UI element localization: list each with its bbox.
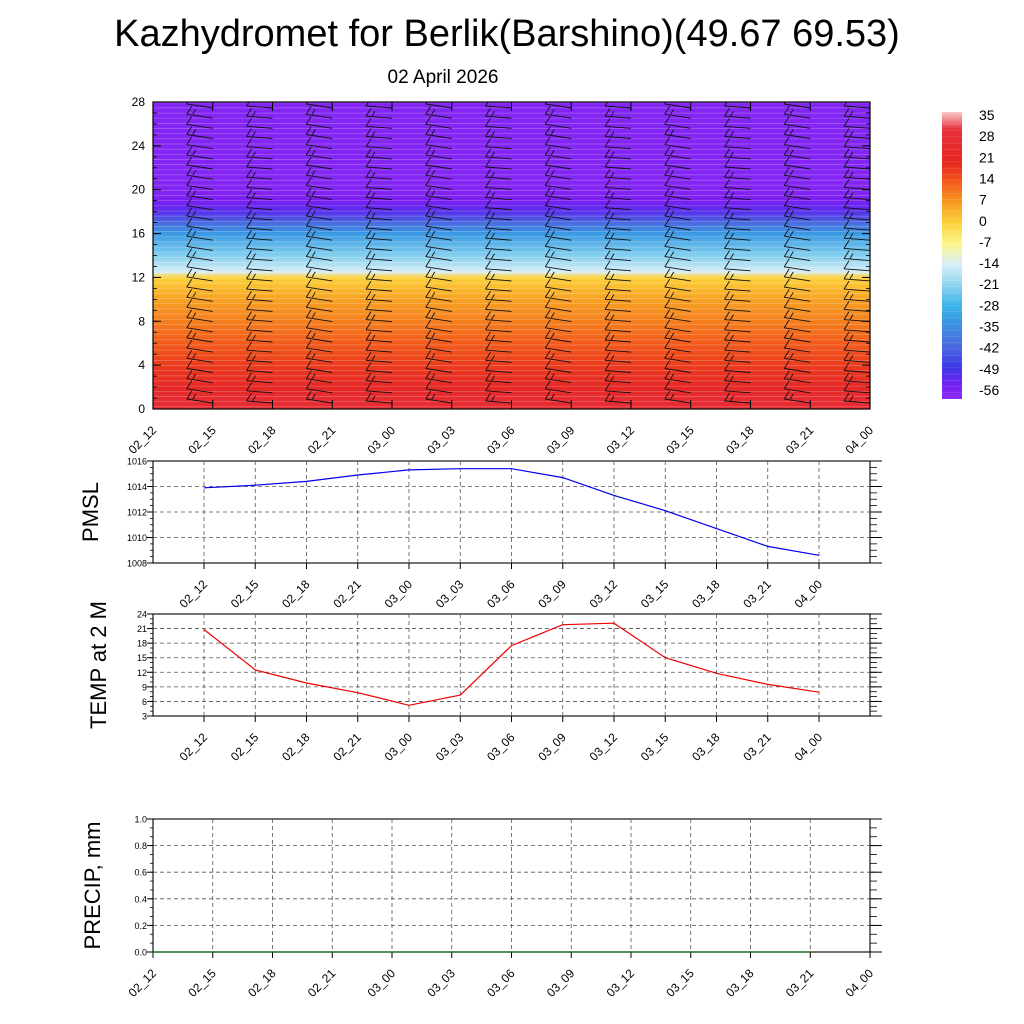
x-tick-label: 03_03 bbox=[424, 423, 458, 457]
wind-barb-flag bbox=[127, 393, 132, 401]
x-tick-label: 03_00 bbox=[381, 730, 416, 764]
contour-line bbox=[153, 360, 870, 361]
y-tick-label: 12 bbox=[131, 270, 145, 285]
contour-line bbox=[153, 257, 870, 258]
wind-barb-flag bbox=[127, 240, 132, 248]
colorbar-label: 0 bbox=[979, 212, 987, 229]
wind-barb-flag bbox=[133, 213, 136, 218]
colorbar bbox=[942, 107, 999, 399]
wind-barb bbox=[127, 251, 153, 261]
x-tick-label: 02_18 bbox=[279, 577, 313, 611]
x-tick-label: 02_15 bbox=[185, 423, 219, 457]
x-tick-label: 03_15 bbox=[637, 577, 672, 611]
x-tick-label: 03_18 bbox=[689, 577, 723, 611]
x-tick-label: 03_09 bbox=[535, 730, 569, 764]
y-tick-label: 0.6 bbox=[134, 867, 147, 878]
contour-line bbox=[153, 200, 870, 201]
contour-line bbox=[153, 329, 870, 330]
wind-barb-flag bbox=[127, 210, 132, 218]
y-tick-label: 21 bbox=[136, 624, 147, 635]
wind-barb bbox=[127, 342, 153, 352]
wind-barb-shaft bbox=[127, 391, 153, 393]
x-tick-label: 03_09 bbox=[543, 966, 578, 1000]
x-tick-label: 03_15 bbox=[663, 966, 697, 1000]
contour-line bbox=[153, 324, 870, 325]
wind-barb-flag bbox=[133, 315, 136, 320]
wind-barb-shaft bbox=[127, 198, 153, 200]
y-tick-label: 24 bbox=[136, 609, 147, 620]
x-tick-label: 03_15 bbox=[637, 730, 672, 764]
wind-barb-flag bbox=[133, 254, 136, 259]
wind-barb-flag bbox=[127, 129, 132, 137]
contour-line bbox=[153, 252, 870, 253]
wind-barb bbox=[127, 108, 153, 118]
wind-barb-shaft bbox=[127, 167, 153, 169]
x-tick-label: 02_18 bbox=[279, 730, 313, 764]
contour-line bbox=[153, 149, 870, 150]
y-tick-label: 0.2 bbox=[134, 920, 147, 931]
y-tick-label: 6 bbox=[141, 696, 147, 707]
contour-line bbox=[153, 293, 870, 294]
wind-barb-flag bbox=[133, 132, 136, 137]
wind-barb-flag bbox=[127, 261, 132, 269]
x-tick-label: 03_12 bbox=[603, 423, 638, 457]
contour-line bbox=[153, 303, 870, 304]
y-tick-label: 8 bbox=[138, 314, 145, 329]
contour-line bbox=[153, 113, 870, 114]
precip-panel bbox=[80, 815, 882, 1000]
wind-barb-shaft bbox=[127, 116, 153, 118]
y-tick-label: 24 bbox=[131, 138, 145, 153]
colorbar-label: 28 bbox=[979, 128, 995, 145]
wind-barb-flag bbox=[127, 342, 132, 350]
cross-section-panel bbox=[126, 95, 877, 457]
contour-line bbox=[153, 308, 870, 309]
wind-barb-flag bbox=[127, 312, 132, 320]
wind-barb-shaft bbox=[127, 259, 153, 261]
wind-barb-flag bbox=[127, 291, 132, 299]
colorbar-label: 7 bbox=[979, 191, 987, 208]
wind-barb bbox=[127, 291, 153, 301]
wind-barb-shaft bbox=[127, 289, 153, 291]
y-tick-label: 1.0 bbox=[134, 814, 147, 825]
y-tick-label: 0.8 bbox=[134, 841, 147, 852]
contour-line bbox=[153, 180, 870, 181]
y-tick-label: 12 bbox=[136, 667, 147, 678]
wind-barb-flag bbox=[127, 169, 132, 177]
y-tick-label: 1012 bbox=[126, 507, 147, 518]
wind-barb-shaft bbox=[127, 330, 153, 332]
wind-barb-flag bbox=[127, 251, 132, 259]
x-tick-label: 03_21 bbox=[782, 966, 817, 1000]
x-tick-label: 02_21 bbox=[304, 423, 339, 457]
contour-line bbox=[153, 236, 870, 237]
contour-line bbox=[153, 144, 870, 145]
wind-barb-flag bbox=[127, 301, 132, 309]
wind-barb-shaft bbox=[127, 218, 153, 220]
x-tick-label: 03_03 bbox=[424, 966, 458, 1000]
colorbar-label: 21 bbox=[979, 149, 995, 166]
x-tick-label: 02_15 bbox=[185, 966, 219, 1000]
wind-barb-flag bbox=[133, 396, 136, 401]
wind-barb-flag bbox=[127, 363, 132, 371]
wind-barb bbox=[127, 301, 153, 311]
wind-barb bbox=[127, 129, 153, 139]
colorbar-label: -7 bbox=[979, 233, 992, 250]
y-tick-label: 15 bbox=[136, 653, 147, 664]
x-tick-label: 02_12 bbox=[125, 966, 160, 1000]
y-tick-label: 4 bbox=[138, 358, 145, 373]
contour-line bbox=[153, 288, 870, 289]
contour-line bbox=[153, 272, 870, 273]
wind-barb bbox=[127, 169, 153, 179]
wind-barb-shaft bbox=[127, 350, 153, 352]
contour-line bbox=[153, 164, 870, 165]
x-tick-label: 02_18 bbox=[245, 966, 279, 1000]
wind-barb bbox=[127, 118, 153, 128]
contour-line bbox=[153, 339, 870, 340]
x-tick-label: 03_06 bbox=[484, 423, 518, 457]
y-tick-label: 1008 bbox=[126, 558, 147, 569]
wind-barb-flag bbox=[127, 108, 132, 116]
colorbar-label: -35 bbox=[979, 318, 1000, 335]
chart-subtitle: 02 April 2026 bbox=[387, 67, 499, 88]
y-tick-label: 9 bbox=[141, 682, 147, 693]
contour-line bbox=[153, 159, 870, 160]
contour-line bbox=[153, 216, 870, 217]
x-tick-label: 03_15 bbox=[663, 423, 697, 457]
colorbar-label: -42 bbox=[979, 339, 1000, 356]
wind-barb bbox=[127, 159, 153, 169]
x-tick-label: 03_06 bbox=[484, 966, 518, 1000]
y-tick-label: 18 bbox=[136, 638, 147, 649]
colorbar-label: -21 bbox=[979, 276, 1000, 293]
x-tick-label: 02_15 bbox=[227, 577, 262, 611]
wind-barb-flag bbox=[127, 352, 132, 360]
wind-barb bbox=[127, 373, 153, 383]
x-tick-label: 03_03 bbox=[432, 577, 467, 611]
x-tick-label: 03_00 bbox=[364, 966, 399, 1000]
x-tick-label: 03_18 bbox=[723, 966, 757, 1000]
chart-title: Kazhydromet for Berlik(Barshino)(49.67 69.53) bbox=[114, 13, 900, 55]
temp-ylabel: TEMP at 2 M bbox=[86, 601, 111, 729]
colorbar-label: 35 bbox=[979, 107, 995, 123]
y-tick-label: 0.0 bbox=[134, 947, 147, 958]
wind-barb-flag bbox=[133, 294, 136, 299]
x-tick-label: 03_00 bbox=[381, 577, 416, 611]
colorbar-label: 14 bbox=[979, 170, 995, 187]
wind-barb-flag bbox=[127, 373, 132, 381]
wind-barb-shaft bbox=[127, 309, 153, 311]
colorbar-label: -56 bbox=[979, 382, 1000, 398]
x-tick-label: 03_12 bbox=[586, 577, 621, 611]
y-tick-label: 3 bbox=[141, 711, 147, 722]
wind-barb-shaft bbox=[127, 381, 153, 383]
y-tick-label: 20 bbox=[131, 182, 145, 197]
x-tick-label: 04_00 bbox=[791, 730, 826, 764]
wind-barb-shaft bbox=[127, 126, 153, 128]
contour-line bbox=[153, 396, 870, 397]
x-tick-label: 04_00 bbox=[791, 577, 826, 611]
wind-barb-flag bbox=[133, 355, 136, 360]
x-tick-label: 03_18 bbox=[723, 423, 757, 457]
wind-barb bbox=[127, 200, 153, 210]
wind-barb bbox=[127, 383, 153, 393]
wind-barb-flag bbox=[133, 376, 136, 381]
contour-line bbox=[153, 267, 870, 268]
temp-panel bbox=[86, 601, 882, 764]
wind-barb-flag bbox=[127, 118, 132, 126]
y-tick-label: 1010 bbox=[126, 533, 147, 543]
contour-line bbox=[153, 345, 870, 346]
contour-line bbox=[153, 195, 870, 196]
pmsl-panel bbox=[78, 457, 882, 611]
contour-line bbox=[153, 185, 870, 186]
x-tick-label: 04_00 bbox=[842, 966, 877, 1000]
x-tick-label: 03_21 bbox=[782, 423, 817, 457]
wind-barb-flag bbox=[127, 322, 132, 330]
x-tick-label: 02_15 bbox=[227, 730, 262, 764]
x-tick-label: 03_06 bbox=[484, 730, 518, 764]
colorbar-label: -14 bbox=[979, 255, 1000, 272]
wind-barb-shaft bbox=[127, 248, 153, 250]
x-tick-label: 02_12 bbox=[125, 423, 160, 457]
y-tick-label: 0 bbox=[138, 402, 145, 416]
wind-barb-shaft bbox=[127, 208, 153, 210]
wind-barb-flag bbox=[133, 172, 136, 177]
y-tick-label: 1016 bbox=[126, 456, 147, 467]
x-tick-label: 03_12 bbox=[586, 730, 621, 764]
y-tick-label: 28 bbox=[131, 95, 145, 109]
wind-barb-flag bbox=[133, 111, 136, 116]
wind-barb-shaft bbox=[127, 157, 153, 159]
wind-barb bbox=[127, 332, 153, 342]
colorbar-label: -28 bbox=[979, 297, 1000, 314]
x-tick-label: 03_06 bbox=[484, 577, 518, 611]
wind-barb-shaft bbox=[127, 177, 153, 179]
contour-line bbox=[153, 231, 870, 232]
x-tick-label: 03_12 bbox=[603, 966, 638, 1000]
x-tick-label: 03_09 bbox=[535, 577, 569, 611]
y-tick-label: 1014 bbox=[126, 482, 147, 492]
wind-barb bbox=[127, 210, 153, 220]
wind-barb-shaft bbox=[127, 299, 153, 301]
x-tick-label: 02_21 bbox=[330, 577, 364, 611]
x-tick-label: 02_12 bbox=[176, 577, 211, 611]
x-tick-label: 02_21 bbox=[304, 966, 339, 1000]
precip-ylabel: PRECIP, mm bbox=[80, 821, 105, 950]
x-tick-label: 02_12 bbox=[176, 730, 211, 764]
x-tick-label: 02_21 bbox=[330, 730, 364, 764]
x-tick-label: 03_09 bbox=[543, 423, 578, 457]
wind-barb bbox=[127, 240, 153, 250]
wind-barb-flag bbox=[127, 332, 132, 340]
x-tick-label: 03_21 bbox=[740, 730, 774, 764]
wind-barb-flag bbox=[133, 335, 136, 340]
x-tick-label: 04_00 bbox=[842, 423, 877, 457]
wind-barb-flag bbox=[127, 383, 132, 391]
contour-line bbox=[153, 365, 870, 366]
x-tick-label: 03_03 bbox=[432, 730, 467, 764]
wind-barb-flag bbox=[127, 200, 132, 208]
y-tick-label: 16 bbox=[131, 226, 145, 241]
x-tick-label: 03_18 bbox=[689, 730, 723, 764]
wind-barb-shaft bbox=[127, 340, 153, 342]
y-tick-label: 0.4 bbox=[134, 894, 147, 905]
pmsl-ylabel: PMSL bbox=[78, 482, 103, 542]
x-tick-label: 03_00 bbox=[364, 423, 399, 457]
contour-line bbox=[153, 376, 870, 377]
wind-barb-flag bbox=[127, 159, 132, 167]
contour-line bbox=[153, 123, 870, 124]
wind-barb bbox=[127, 261, 153, 271]
contour-line bbox=[153, 381, 870, 382]
x-tick-label: 03_21 bbox=[740, 577, 774, 611]
contour-line bbox=[153, 221, 870, 222]
colorbar-label: -49 bbox=[979, 360, 1000, 377]
x-tick-label: 02_18 bbox=[245, 423, 279, 457]
